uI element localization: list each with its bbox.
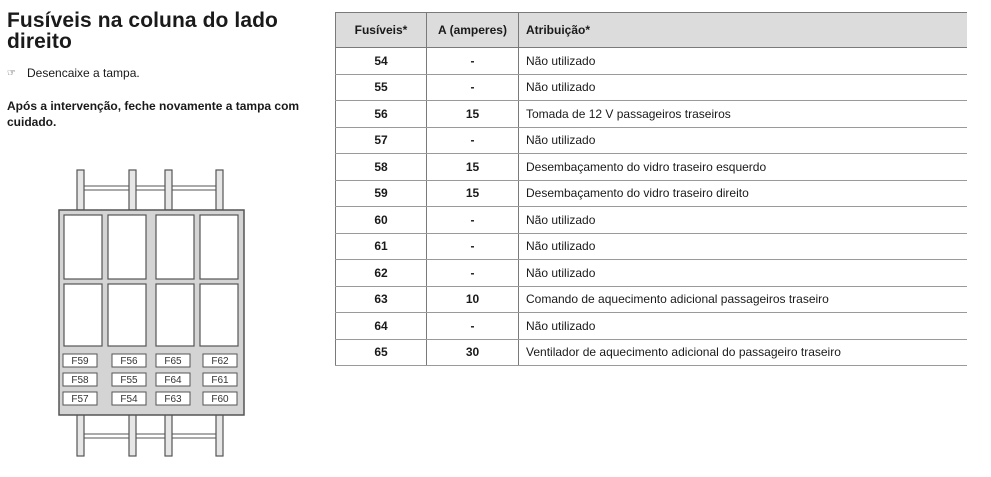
page-title: Fusíveis na coluna do lado direito <box>7 9 278 53</box>
relay-slot <box>156 215 194 279</box>
fuse-number: 58 <box>336 154 427 181</box>
bottom-pin <box>165 414 172 456</box>
relay-slot <box>64 284 102 346</box>
left-column <box>7 10 307 130</box>
bottom-pin <box>216 414 223 456</box>
relay-slot <box>64 215 102 279</box>
relay-slot <box>200 215 238 279</box>
table-row <box>336 233 968 260</box>
fuse-assignment: Não utilizado <box>519 233 968 260</box>
fuse-number: 62 <box>336 260 427 287</box>
fuse-number: 65 <box>336 339 427 366</box>
warning-note: Após a intervenção, feche novamente a tampa com cuidado. <box>7 99 300 129</box>
fuse-assignment: Não utilizado <box>519 207 968 234</box>
table-row <box>336 180 968 207</box>
fuse-label: F65 <box>164 356 182 367</box>
table-row <box>336 154 968 181</box>
fuse-label: F61 <box>211 375 229 386</box>
fuse-assignment: Não utilizado <box>519 74 968 101</box>
relay-slot <box>156 284 194 346</box>
fuse-amperes: 15 <box>427 180 519 207</box>
pointing-hand-icon: ☞ <box>7 67 16 79</box>
fuse-amperes: - <box>427 207 519 234</box>
table-row <box>336 339 968 366</box>
fuse-amperes: - <box>427 233 519 260</box>
instruction-text: Desencaixe a tampa. <box>27 66 140 80</box>
fuse-amperes: - <box>427 260 519 287</box>
fuse-table <box>335 12 967 366</box>
table-row <box>336 74 968 101</box>
top-pin <box>129 170 136 210</box>
fuse-assignment: Ventilador de aquecimento adicional do passageiro traseiro <box>519 339 968 366</box>
fuse-label: F62 <box>211 356 229 367</box>
fuse-label: F59 <box>71 356 89 367</box>
table-row <box>336 260 968 287</box>
bottom-pin <box>77 414 84 456</box>
fuse-number: 63 <box>336 286 427 313</box>
table-row <box>336 101 968 128</box>
fuse-number: 60 <box>336 207 427 234</box>
fuse-assignment: Não utilizado <box>519 127 968 154</box>
fuse-amperes: - <box>427 127 519 154</box>
fuse-number: 64 <box>336 313 427 340</box>
relay-slot <box>108 215 146 279</box>
fuse-number: 54 <box>336 48 427 75</box>
table-row <box>336 286 968 313</box>
table-row <box>336 127 968 154</box>
instruction-step <box>7 66 307 80</box>
fuse-amperes: 15 <box>427 154 519 181</box>
table-row <box>336 207 968 234</box>
fuse-number: 61 <box>336 233 427 260</box>
fuse-number: 56 <box>336 101 427 128</box>
table-row <box>336 313 968 340</box>
fuse-number: 55 <box>336 74 427 101</box>
fuse-box-diagram <box>55 168 251 465</box>
header-fuse: Fusíveis* <box>336 13 427 48</box>
table-row <box>336 48 968 75</box>
bottom-pin <box>129 414 136 456</box>
fuse-amperes: - <box>427 313 519 340</box>
fuse-assignment: Não utilizado <box>519 313 968 340</box>
relay-slot <box>108 284 146 346</box>
fuse-amperes: 15 <box>427 101 519 128</box>
header-assignment: Atribuição* <box>519 13 968 48</box>
top-pin <box>165 170 172 210</box>
fuse-box-drawing <box>55 168 251 460</box>
fuse-label: F55 <box>120 375 138 386</box>
fuse-assignment: Comando de aquecimento adicional passageiros traseiro <box>519 286 968 313</box>
fuse-amperes: - <box>427 48 519 75</box>
fuse-assignment: Não utilizado <box>519 260 968 287</box>
fuse-assignment: Não utilizado <box>519 48 968 75</box>
fuse-amperes: 30 <box>427 339 519 366</box>
fuse-number: 57 <box>336 127 427 154</box>
fuse-assignment: Tomada de 12 V passageiros traseiros <box>519 101 968 128</box>
fuse-label: F60 <box>211 394 229 405</box>
top-pin <box>77 170 84 210</box>
fuse-label: F57 <box>71 394 89 405</box>
fuse-label: F54 <box>120 394 138 405</box>
fuse-label: F63 <box>164 394 182 405</box>
fuse-amperes: 10 <box>427 286 519 313</box>
fuse-assignment: Desembaçamento do vidro traseiro esquerdo <box>519 154 968 181</box>
fuse-assignment: Desembaçamento do vidro traseiro direito <box>519 180 968 207</box>
top-pin <box>216 170 223 210</box>
relay-slot <box>200 284 238 346</box>
header-amps: A (amperes) <box>427 13 519 48</box>
fuse-label: F56 <box>120 356 138 367</box>
table-header-row <box>336 13 968 48</box>
fuse-number: 59 <box>336 180 427 207</box>
fuse-label: F58 <box>71 375 89 386</box>
fuse-amperes: - <box>427 74 519 101</box>
fuse-label: F64 <box>164 375 182 386</box>
